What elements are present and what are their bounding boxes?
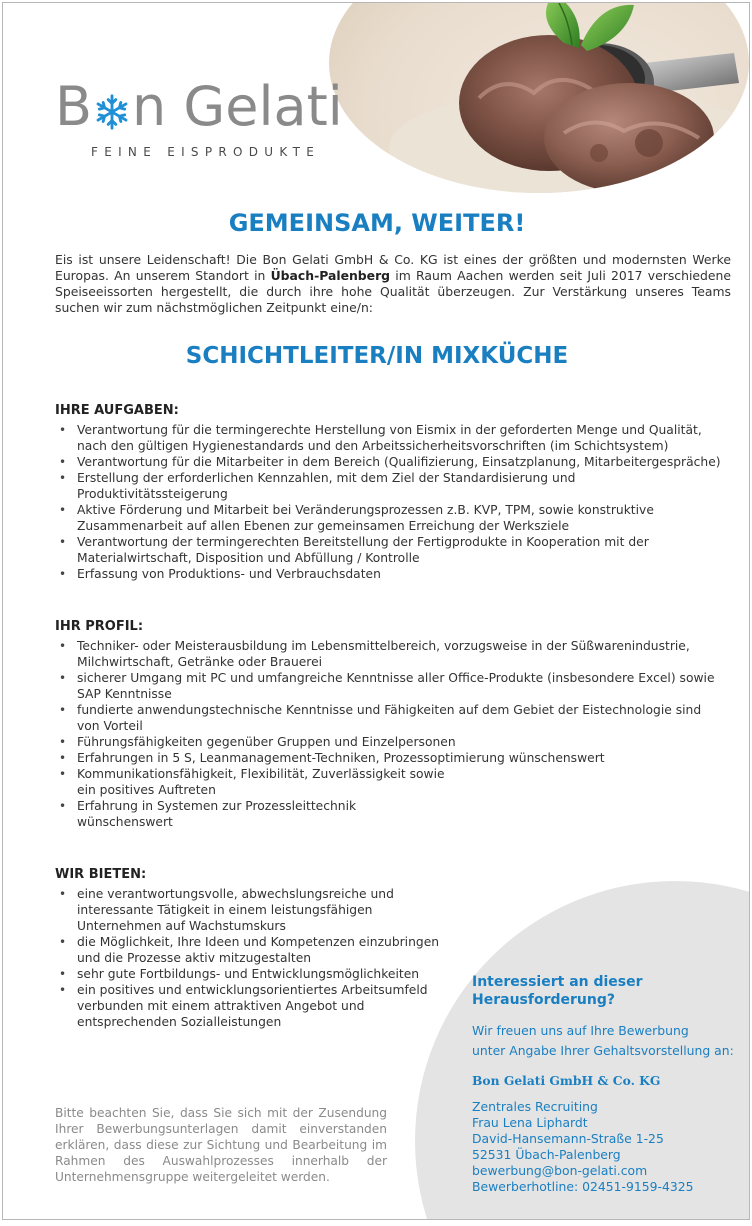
ice-cream-hero-image <box>329 2 749 193</box>
list-item <box>55 670 725 702</box>
contact-department: Zentrales Recruiting <box>472 1099 598 1114</box>
profil-list <box>55 638 725 830</box>
list-item-text: Kommunikationsfähigkeit, Flexibilität, Zuverlässigkeit sowie ein positives Auftreten <box>77 767 445 797</box>
bullet-icon: • <box>59 767 67 781</box>
contact-person: Frau Lena Liphardt <box>472 1115 588 1130</box>
job-title: SCHICHTLEITER/IN MIXKÜCHE <box>185 343 569 369</box>
list-item-text: Erfassung von Produktions- und Verbrauchsdaten <box>77 567 381 581</box>
list-item-text: Erfahrung in Systemen zur Prozessleittechnik wünschenswert <box>77 799 357 829</box>
bullet-icon: • <box>59 567 67 581</box>
bullet-icon: • <box>59 887 67 901</box>
list-item <box>55 534 725 566</box>
bullet-icon: • <box>59 983 67 997</box>
headline: GEMEINSAM, WEITER! <box>228 209 526 237</box>
list-item-text: Aktive Förderung und Mitarbeit bei Veränderungsprozessen z.B. KVP, TPM, sowie konstruktive Zusammenarbeit auf allen Ebenen zur gemeinsamen Erreichung der Werksziele <box>77 503 654 533</box>
bullet-icon: • <box>59 967 67 981</box>
contact-note-line: unter Angabe Ihrer Gehaltsvorstellung an: <box>472 1043 734 1058</box>
list-item <box>55 502 725 534</box>
contact-city: 52531 Übach-Palenberg <box>472 1147 621 1162</box>
aufgaben-list <box>55 422 725 582</box>
bullet-icon: • <box>59 423 67 437</box>
bullet-icon: • <box>59 671 67 685</box>
intro-text-1: Eis ist unsere Leidenschaft! Die Bon Gelati GmbH & Co. KG ist eines der größten und modernsten Werke Europas. An unserem Standort in <box>55 252 731 283</box>
section-bieten <box>55 867 455 1030</box>
list-item-text: ein positives und entwicklungsorientiertes Arbeitsumfeld verbunden mit einem attraktiven Angebot und entsprechenden Sozialleistungen <box>77 983 428 1029</box>
logo-tagline: FEINE EISPRODUKTE <box>91 145 321 159</box>
list-item-text: Erstellung der erforderlichen Kennzahlen, mit dem Ziel der Standardisierung und Produktivitätssteigerung <box>77 471 576 501</box>
bullet-icon: • <box>59 455 67 469</box>
intro-location: Übach-Palenberg <box>270 268 391 283</box>
bullet-icon: • <box>59 935 67 949</box>
list-item <box>55 422 725 454</box>
list-item <box>55 566 725 582</box>
bullet-icon: • <box>59 503 67 517</box>
section-profil <box>55 619 725 830</box>
list-item <box>55 886 455 934</box>
contact-hotline[interactable]: Bewerberhotline: 02451-9159-4325 <box>472 1179 694 1194</box>
section-heading: IHR PROFIL: <box>55 619 144 634</box>
list-item <box>55 750 725 766</box>
list-item-text: die Möglichkeit, Ihre Ideen und Kompetenzen einzubringen und die Prozesse aktiv mitzugestalten <box>77 935 440 965</box>
contact-note-line: Wir freuen uns auf Ihre Bewerbung <box>472 1023 689 1038</box>
list-item-text: Führungsfähigkeiten gegenüber Gruppen und Einzelpersonen <box>77 735 456 749</box>
job-ad-page <box>2 2 750 1220</box>
contact-street: David-Hansemann-Straße 1-25 <box>472 1131 664 1146</box>
logo-name-rest: n Gelati <box>132 75 343 138</box>
contact-note <box>472 1021 742 1061</box>
list-item <box>55 934 455 966</box>
bullet-icon: • <box>59 639 67 653</box>
intro-paragraph <box>55 252 731 316</box>
list-item-text: Techniker- oder Meisterausbildung im Lebensmittelbereich, vorzugsweise in der Süßwarenindustrie, Milchwirtschaft, Getränke oder Brauerei <box>77 639 690 669</box>
contact-email-link[interactable]: bewerbung@bon-gelati.com <box>472 1163 648 1178</box>
disclaimer-text: Bitte beachten Sie, dass Sie sich mit der Zusendung Ihrer Bewerbungsunterlagen damit einverstanden erklären, dass diese zur Sichtung und Bearbeitung im Rahmen des Auswahlprozesses innerhalb der Unternehmensgruppe weitergeleitet werden. <box>55 1106 387 1184</box>
list-item-text: Verantwortung für die Mitarbeiter in dem Bereich (Qualifizierung, Einsatzplanung, Mitarbeitergespräche) <box>77 455 721 469</box>
list-item-text: eine verantwortungsvolle, abwechslungsreiche und interessante Tätigkeit in einem leistungsfähigen Unternehmen auf Wachstumskurs <box>77 887 394 933</box>
list-item <box>55 454 725 470</box>
list-item <box>55 766 725 798</box>
contact-heading: Interessiert an dieser Herausforderung? <box>472 974 643 1008</box>
list-item-text: Verantwortung der termingerechten Bereitstellung der Fertigprodukte in Kooperation mit der Materialwirtschaft, Disposition und Abfüllung / Kontrolle <box>77 535 649 565</box>
list-item-text: sicherer Umgang mit PC und umfangreiche Kenntnisse aller Office-Produkte (insbesondere Excel) sowie SAP Kenntnisse <box>77 671 715 701</box>
list-item-text: Erfahrungen in 5 S, Leanmanagement-Techniken, Prozessoptimierung wünschenswert <box>77 751 605 765</box>
bieten-list <box>55 886 455 1030</box>
bon-gelati-logo <box>55 77 343 159</box>
list-item-text: Verantwortung für die termingerechte Herstellung von Eismix in der geforderten Menge und Qualität, nach den gültigen Hygienestandards und den Arbeitssicherheitsvorschriften (im Schichtsystem) <box>77 423 702 453</box>
list-item <box>55 798 725 830</box>
bullet-icon: • <box>59 703 67 717</box>
list-item <box>55 982 455 1030</box>
section-heading: IHRE AUFGABEN: <box>55 403 179 418</box>
intro-text-2: im Raum Aachen werden seit Juli 2017 verschiedene Speiseeissorten hergestellt, die durch ihre hohe Qualität überzeugen. Zur Verstärkung unseres Teams suchen wir zum nächstmöglichen Zeitpunkt eine/n: <box>55 268 731 315</box>
contact-block <box>472 973 742 1195</box>
list-item-text: sehr gute Fortbildungs- und Entwicklungsmöglichkeiten <box>77 967 420 981</box>
bullet-icon: • <box>59 751 67 765</box>
list-item <box>55 638 725 670</box>
snowflake-icon <box>93 83 131 143</box>
logo-wordmark <box>55 77 343 143</box>
list-item-text: fundierte anwendungstechnische Kenntnisse und Fähigkeiten auf dem Gebiet der Eistechnologie sind von Vorteil <box>77 703 702 733</box>
contact-company: Bon Gelati GmbH & Co. KG <box>472 1073 661 1088</box>
list-item <box>55 702 725 734</box>
bullet-icon: • <box>59 471 67 485</box>
list-item <box>55 470 725 502</box>
list-item <box>55 734 725 750</box>
bullet-icon: • <box>59 799 67 813</box>
list-item <box>55 966 455 982</box>
bullet-icon: • <box>59 535 67 549</box>
section-heading: WIR BIETEN: <box>55 867 147 882</box>
bullet-icon: • <box>59 735 67 749</box>
logo-letter-b: B <box>55 75 93 138</box>
section-aufgaben <box>55 403 725 582</box>
